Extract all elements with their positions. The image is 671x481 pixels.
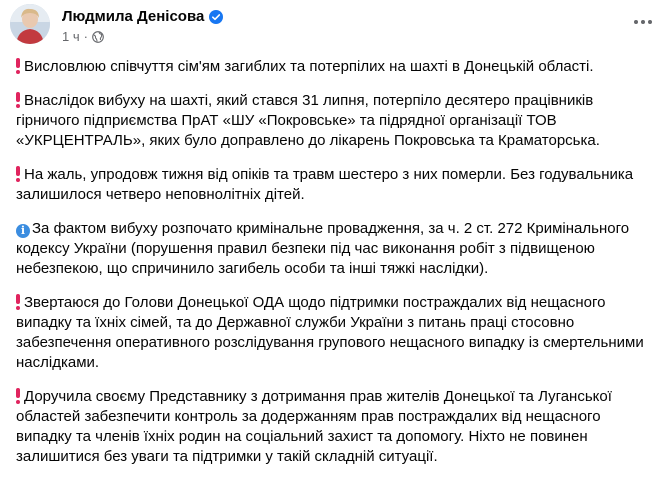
verified-badge-icon xyxy=(209,10,223,24)
post-timestamp[interactable]: 1 ч xyxy=(62,29,80,44)
paragraph-text: Звертаюся до Голови Донецької ОДА щодо підтримки постраждалих від нещасного випадку та їхніх сімей, та до Державної служби України з питань праці стосовно забезпечення оперативного розслідування групового нещасного випадку із смертельними наслідками. xyxy=(16,294,644,371)
paragraph-text: Доручила своєму Представнику з дотримання прав жителів Донецької та Луганської областей забезпечити контроль за додержанням прав постраждалих від нещасного випадку та членів їхніх родин на соціальний захист та допомогу. Ніхто не повинен залишитися без уваги та підтримки у такій складній ситуації. xyxy=(16,388,612,465)
post-paragraph xyxy=(16,219,644,279)
paragraph-text: На жаль, упродовж тижня від опіків та травм шестеро з них померли. Без годувальника залишилося четверо неповнолітніх дітей. xyxy=(16,166,634,203)
paragraph-text: Внаслідок вибуху на шахті, який стався 31 липня, потерпіло десятеро працівників гірничого підприємства ПрАТ «ШУ «Покровське» та підрядної організації ТОВ «УКРЦЕНТРАЛЬ», яких було доправлено до лікарень Покровська та Краматорська. xyxy=(16,92,600,149)
post-body xyxy=(16,57,644,481)
post-paragraph xyxy=(16,57,644,77)
red-exclamation-icon xyxy=(16,294,20,309)
post-paragraph xyxy=(16,91,644,151)
post-paragraph xyxy=(16,165,644,205)
post-meta xyxy=(62,29,104,44)
author-name[interactable]: Людмила Денісова xyxy=(62,8,205,25)
post-paragraph xyxy=(16,293,644,373)
post-header xyxy=(10,4,661,48)
red-exclamation-icon xyxy=(16,166,20,181)
red-exclamation-icon xyxy=(16,92,20,107)
info-icon: i xyxy=(16,224,30,238)
avatar[interactable] xyxy=(10,4,50,44)
more-options-icon[interactable] xyxy=(625,4,661,40)
red-exclamation-icon xyxy=(16,388,20,403)
meta-separator: · xyxy=(83,29,88,44)
avatar-image xyxy=(10,4,50,44)
post-paragraph xyxy=(16,387,644,467)
red-exclamation-icon xyxy=(16,58,20,73)
globe-icon[interactable] xyxy=(92,31,104,43)
paragraph-text: За фактом вибуху розпочато кримінальне провадження, за ч. 2 ст. 272 Кримінального кодексу України (порушення правил безпеки під час виконання робіт з підвищеною небезпекою, що спричинило загибель особи та інші тяжкі наслідки). xyxy=(16,220,630,277)
paragraph-text: Висловлюю співчуття сім'ям загиблих та потерпілих на шахті в Донецькій області. xyxy=(24,58,594,75)
